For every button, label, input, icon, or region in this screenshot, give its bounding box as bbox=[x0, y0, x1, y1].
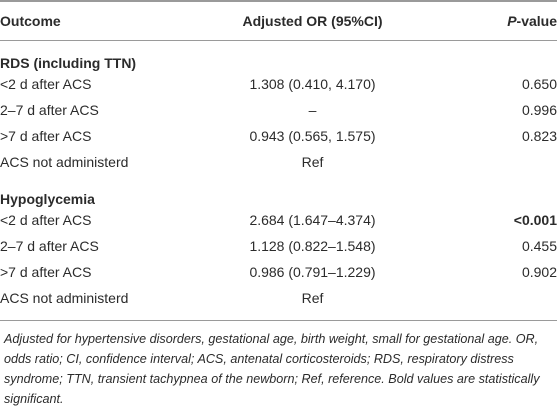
row-or: Ref bbox=[301, 290, 324, 306]
row-p-significant: <0.001 bbox=[513, 212, 557, 228]
bottom-rule bbox=[0, 320, 557, 321]
table-row bbox=[0, 71, 557, 97]
table-row bbox=[0, 285, 557, 311]
header-rule bbox=[0, 40, 557, 41]
section-title: RDS (including TTN) bbox=[0, 55, 137, 71]
header-p-italic: P bbox=[507, 12, 517, 29]
row-or: 0.943 (0.565, 1.575) bbox=[249, 128, 376, 144]
row-p: 0.650 bbox=[521, 76, 557, 92]
section-row-rds bbox=[0, 39, 557, 71]
header-outcome: Outcome bbox=[0, 12, 61, 29]
row-label: 2–7 d after ACS bbox=[0, 238, 99, 254]
row-or: – bbox=[308, 102, 317, 118]
header-row bbox=[0, 2, 557, 39]
row-or: 1.128 (0.822–1.548) bbox=[249, 238, 376, 254]
row-label: 2–7 d after ACS bbox=[0, 102, 99, 118]
table-row bbox=[0, 233, 557, 259]
table-row bbox=[0, 259, 557, 285]
header-p-value bbox=[425, 2, 557, 39]
section-row-hypoglycemia bbox=[0, 175, 557, 207]
section-title: Hypoglycemia bbox=[0, 191, 95, 207]
table-row bbox=[0, 207, 557, 233]
row-p: 0.455 bbox=[521, 238, 557, 254]
row-p: 0.902 bbox=[521, 264, 557, 280]
table-footnote: Adjusted for hypertensive disorders, gestational age, birth weight, small for gestational age. OR, odds ratio; CI, confidence interval; ACS, antenatal corticosteroids; RDS, respiratory distress syndrome; TTN, transient tachypnea of the newborn; Ref, reference. Bold values are statistically significant. bbox=[4, 332, 540, 406]
row-label: >7 d after ACS bbox=[0, 128, 92, 144]
row-or: 2.684 (1.647–4.374) bbox=[249, 212, 376, 228]
row-p: 0.823 bbox=[521, 128, 557, 144]
row-label: <2 d after ACS bbox=[0, 212, 92, 228]
table-row bbox=[0, 97, 557, 123]
row-or: Ref bbox=[301, 154, 324, 170]
row-or: 0.986 (0.791–1.229) bbox=[249, 264, 376, 280]
row-label: ACS not administerd bbox=[0, 290, 129, 306]
row-label: ACS not administerd bbox=[0, 154, 129, 170]
table-row bbox=[0, 149, 557, 175]
row-p bbox=[425, 285, 557, 311]
row-label: <2 d after ACS bbox=[0, 76, 92, 92]
header-adjusted-or: Adjusted OR (95%CI) bbox=[242, 12, 383, 29]
row-label: >7 d after ACS bbox=[0, 264, 92, 280]
row-p: 0.996 bbox=[521, 102, 557, 118]
row-p bbox=[425, 149, 557, 175]
table-row bbox=[0, 123, 557, 149]
results-table bbox=[0, 2, 557, 311]
row-or: 1.308 (0.410, 4.170) bbox=[249, 76, 376, 92]
header-p-suffix: -value bbox=[516, 12, 557, 29]
